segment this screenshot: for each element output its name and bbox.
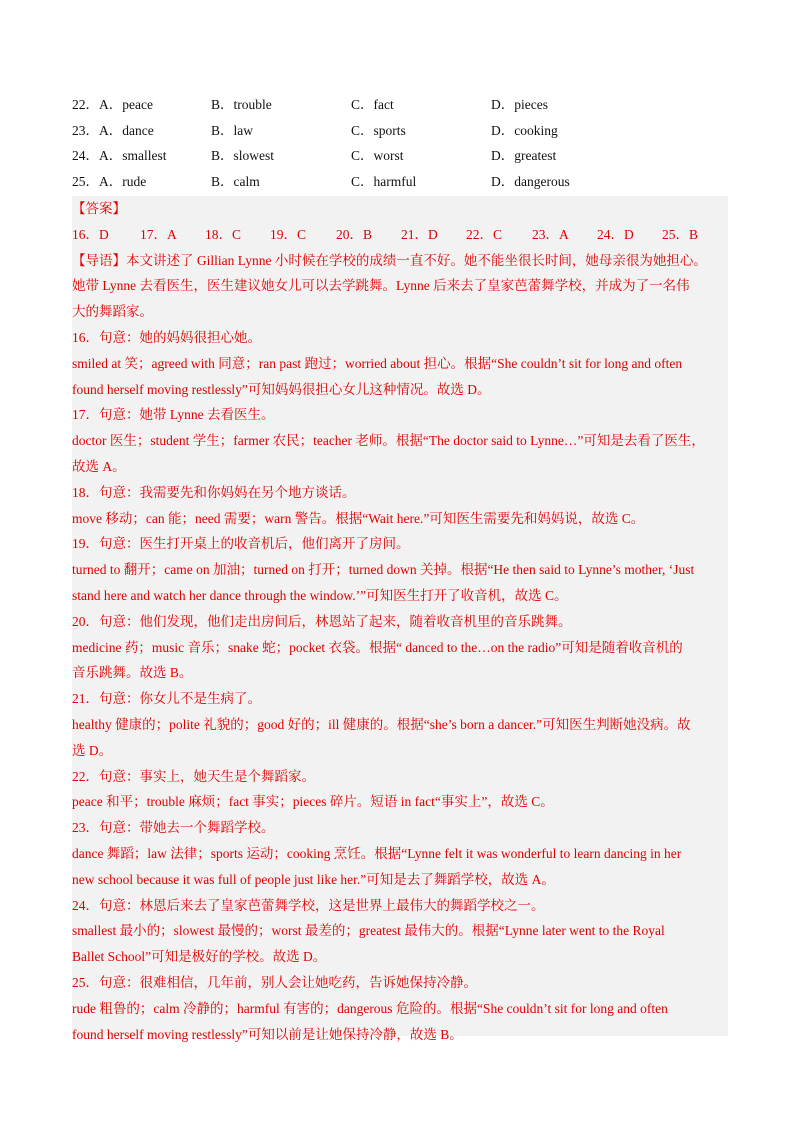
explanation-19-text: stand here and watch her dance through the window.’”可知医生打开了收音机，故选 C。 [72,587,568,603]
explanation-20-text: 音乐跳舞。故选 B。 [72,665,193,681]
option-c: C．sports [351,122,406,138]
options-list [72,92,732,195]
explanation-20-title: 20．句意：他们发现，他们走出房间后，林恩站了起来，随着收音机里的音乐跳舞。 [72,613,572,629]
question-23-options [72,118,732,144]
option-d: D．cooking [491,122,558,138]
answer-key: 18．C [205,226,242,242]
option-b: B．slowest [211,148,275,164]
explanation-21-text: 选 D。 [72,742,113,758]
explanation-23-title: 23．句意：带她去一个舞蹈学校。 [72,820,275,836]
explanation-21-text: healthy 健康的；polite 礼貌的；good 好的；ill 健康的。根据“she’s born a dancer.”可知医生判断她没病。故 [72,716,691,732]
question-number: 22．A．peace [72,97,153,112]
question-number: 24．A．smallest [72,148,167,164]
answer-key: 25．B [662,226,699,242]
explanation-25-title: 25．句意：很难相信，几年前，别人会让她吃药，告诉她保持冷静。 [72,974,477,990]
answer-section [72,196,728,1047]
answer-key: 22．C [466,226,503,242]
answer-key: 16．D [72,226,109,242]
option-c: C．fact [351,97,394,112]
explanation-24-text: Ballet School”可知是极好的学校。故选 D。 [72,949,327,965]
explanation-23-text: dance 舞蹈；law 法律；sports 运动；cooking 烹饪。根据“Lynne felt it was wonderful to learn dancing in her [72,845,682,861]
option-b: B．law [211,122,253,138]
intro-line: 【导语】本文讲述了 Gillian Lynne 小时候在学校的成绩一直不好。她不能坐很长时间，她母亲很为她担心。 [72,252,707,268]
explanation-19-text: turned to 翻开；came on 加油；turned on 打开；turned down 关掉。根据“He then said to Lynne’s mother, ‘Just [72,562,695,578]
explanation-16-text: smiled at 笑；agreed with 同意；ran past 跑过；worried about 担心。根据“She couldn’t sit for long and often [72,355,683,371]
explanation-24-text: smallest 最小的；slowest 最慢的；worst 最差的；greatest 最伟大的。根据“Lynne later went to the Royal [72,923,665,939]
explanation-17-title: 17．句意：她带 Lynne 去看医生。 [72,407,275,423]
question-22-options [72,92,732,118]
option-d: D．greatest [491,148,557,164]
answer-key-row [72,222,728,248]
explanation-22-text: peace 和平；trouble 麻烦；fact 事实；pieces 碎片。短语 in fact“事实上”，故选 C。 [72,794,554,810]
option-d: D．dangerous [491,174,570,190]
answer-key: 20．B [336,226,373,242]
question-number: 25．A．rude [72,174,147,190]
intro-line: 她带 Lynne 去看医生，医生建议她女儿可以去学跳舞。Lynne 后来去了皇家芭蕾舞学校，并成为了一名伟 [72,278,690,294]
explanation-16-title: 16．句意：她的妈妈很担心她。 [72,329,261,345]
option-c: C．harmful [351,174,417,190]
answer-key: 21．D [401,226,438,242]
intro-line: 大的舞蹈家。 [72,304,153,320]
explanation-16-text: found herself moving restlessly”可知妈妈很担心女儿这种情况。故选 D。 [72,381,491,397]
explanation-17-text: 故选 A。 [72,458,126,474]
explanation-18-text: move 移动；can 能；need 需要；warn 警告。根据“Wait here.”可知医生需要先和妈妈说，故选 C。 [72,510,645,526]
explanation-17-text: doctor 医生；student 学生；farmer 农民；teacher 老师。根据“The doctor said to Lynne…”可知是去看了医生， [72,433,705,449]
answer-heading: 【答案】 [72,201,126,216]
question-24-options [72,143,732,169]
answer-key: 19．C [270,226,307,242]
answer-key: 24．D [597,226,634,242]
option-b: B．trouble [211,97,272,112]
explanation-25-text: found herself moving restlessly”可知以前是让她保持冷静，故选 B。 [72,1026,463,1042]
explanation-20-text: medicine 药；music 音乐；snake 蛇；pocket 衣袋。根据“ danced to the…on the radio”可知是随着收音机的 [72,639,683,655]
explanation-19-title: 19．句意：医生打开桌上的收音机后，他们离开了房间。 [72,536,410,552]
explanation-24-title: 24．句意：林恩后来去了皇家芭蕾舞学校，这是世界上最伟大的舞蹈学校之一。 [72,897,545,913]
answer-key: 17．A [140,226,177,242]
explanation-18-title: 18．句意：我需要先和你妈妈在另个地方谈话。 [72,484,356,500]
question-25-options [72,169,732,195]
explanation-23-text: new school because it was full of people just like her.”可知是去了舞蹈学校，故选 A。 [72,871,555,887]
explanation-21-title: 21．句意：你女儿不是生病了。 [72,691,261,707]
explanation-25-text: rude 粗鲁的；calm 冷静的；harmful 有害的；dangerous 危险的。根据“She couldn’t sit for long and often [72,1000,668,1016]
option-d: D．pieces [491,97,548,112]
option-b: B．calm [211,174,260,190]
option-c: C．worst [351,148,404,164]
explanation-22-title: 22．句意：事实上，她天生是个舞蹈家。 [72,768,315,784]
answer-key: 23．A [532,226,569,242]
question-number: 23．A．dance [72,122,154,138]
